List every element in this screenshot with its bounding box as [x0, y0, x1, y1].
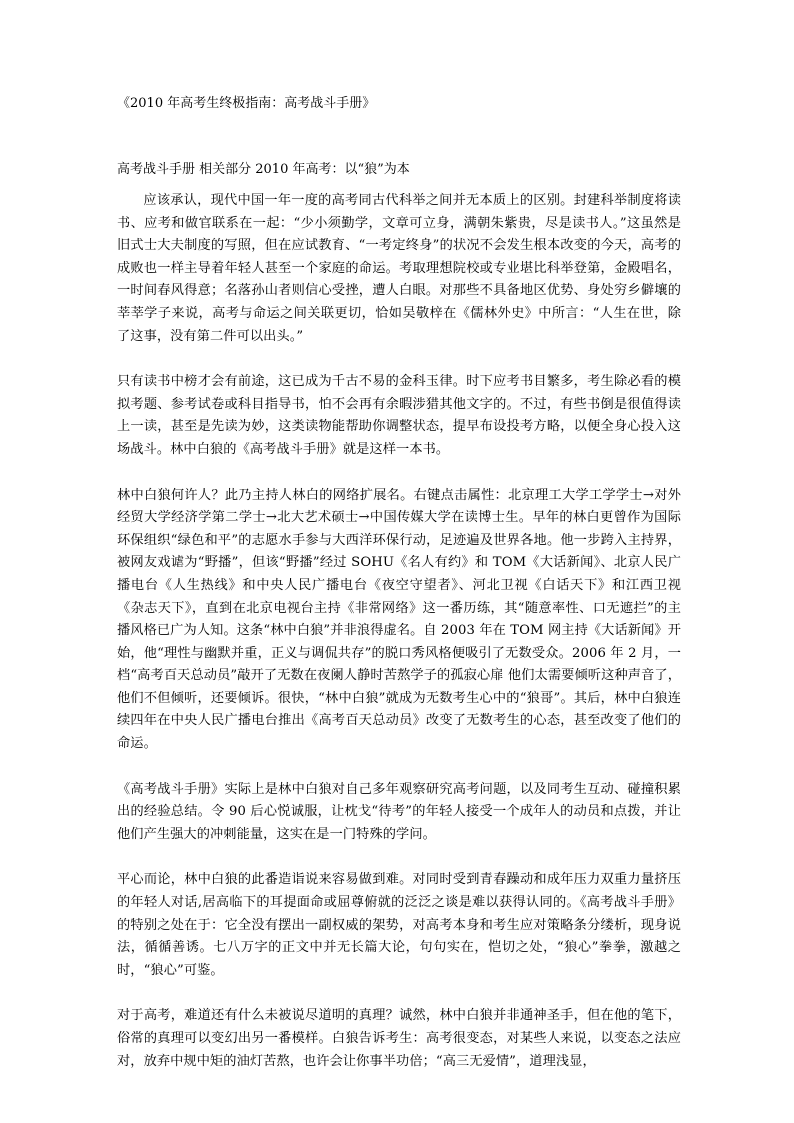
paragraph-2: 只有读书中榜才会有前途，这已成为千古不易的金科玉律。时下应考书目繁多，考生除必看的模拟考题、参考试卷或科目指导书，怕不会再有余暇涉猎其他文字的。不过，有些书倒是很值得读上一读，甚至是先读为妙，这类读物能帮助你调整状态，提早布设投考方略，以便全身心投入这场战斗。林中白狼的《高考战斗手册》就是这样一本书。	[117, 374, 681, 457]
paragraph-4: 《高考战斗手册》实际上是林中白狼对自己多年观察研究高考问题，以及同考生互动、碰撞积累出的经验总结。令 90 后心悦诚服，让枕戈“待考”的年轻人接受一个成年人的动员和点拨，并让他们产生强大的冲刺能量，这实在是一门特殊的学问。	[117, 781, 681, 842]
document-title: 《2010 年高考生终极指南：高考战斗手册》	[117, 96, 376, 111]
document-page	[117, 92, 681, 1096]
paragraph-5: 平心而论，林中白狼的此番造诣说来容易做到难。对同时受到青春躁动和成年压力双重力量挤压的年轻人对话,居高临下的耳提面命或屈尊俯就的泛泛之谈是难以获得认同的。《高考战斗手册》的特别之处在于：它全没有摆出一副权威的架势，对高考本身和考生应对策略条分缕析，现身说法，循循善诱。七八万字的正文中并无长篇大论，句句实在，恺切之处，“狼心”拳拳，激越之时，“狼心”可鉴。	[117, 872, 681, 978]
paragraph-1: 应该承认，现代中国一年一度的高考同古代科举之间并无本质上的区别。封建科举制度将读书、应考和做官联系在一起：“少小须勤学，文章可立身，满朝朱紫贵，尽是读书人。”这虽然是旧式士大夫制度的写照，但在应试教育、“一考定终身”的状况不会发生根本改变的今天，高考的成败也一样主导着年轻人甚至一个家庭的命运。考取理想院校或专业堪比科举登第，金殿唱名，一时间春风得意；名落孙山者则信心受挫，遭人白眼。对那些不具备地区优势、身处穷乡僻壤的莘莘学子来说，高考与命运之间关联更切，恰如吴敬梓在《儒林外史》中所言：“人生在世，除了这事，没有第二件可以出头。”	[117, 193, 681, 344]
paragraph-3: 林中白狼何许人？此乃主持人林白的网络扩展名。右键点击属性：北京理工大学工学学士→对外经贸大学经济学第二学士→北大艺术硕士→中国传媒大学在读博士生。早年的林白更曾作为国际环保组织“绿色和平”的志愿水手参与大西洋环保行动，足迹遍及世界各地。他一步跨入主持界，被网友戏谑为“野播”，但该“野播”经过 SOHU《名人有约》和 TOM《大话新闻》、北京人民广播电台《人生热线》和中央人民广播电台《夜空守望者》、河北卫视《白话天下》和江西卫视《杂志天下》，直到在北京电视台主持《非常网络》这一番历练，其“随意率性、口无遮拦”的主播风格已广为人知。这条“林中白狼”并非浪得虚名。自 2003 年在 TOM 网主持《大话新闻》开始，他“理性与幽默并重，正义与调侃共存”的脱口秀风格便吸引了无数受众。2006 年 2 月，一档“高考百天总动员”敲开了无数在夜阑人静时苦熬学子的孤寂心扉 他们太需要倾听这种声音了，他们不但倾听，还要倾诉。很快，“林中白狼”就成为无数考生心中的“狼哥”。其后，林中白狼连续四年在中央人民广播电台推出《高考百天总动员》改变了无数考生的心态，甚至改变了他们的命运。	[117, 487, 681, 752]
section-heading: 高考战斗手册 相关部分 2010 年高考：以“狼”为本	[117, 162, 410, 177]
paragraph-6: 对于高考，难道还有什么未被说尽道明的真理？诚然，林中白狼并非通神圣手，但在他的笔下，俗常的真理可以变幻出另一番模样。白狼告诉考生：高考很变态，对某些人来说，以变态之法应对，放弃中规中矩的油灯苦熬，也许会让你事半功倍；“高三无爱情”，道理浅显，	[117, 1008, 681, 1069]
